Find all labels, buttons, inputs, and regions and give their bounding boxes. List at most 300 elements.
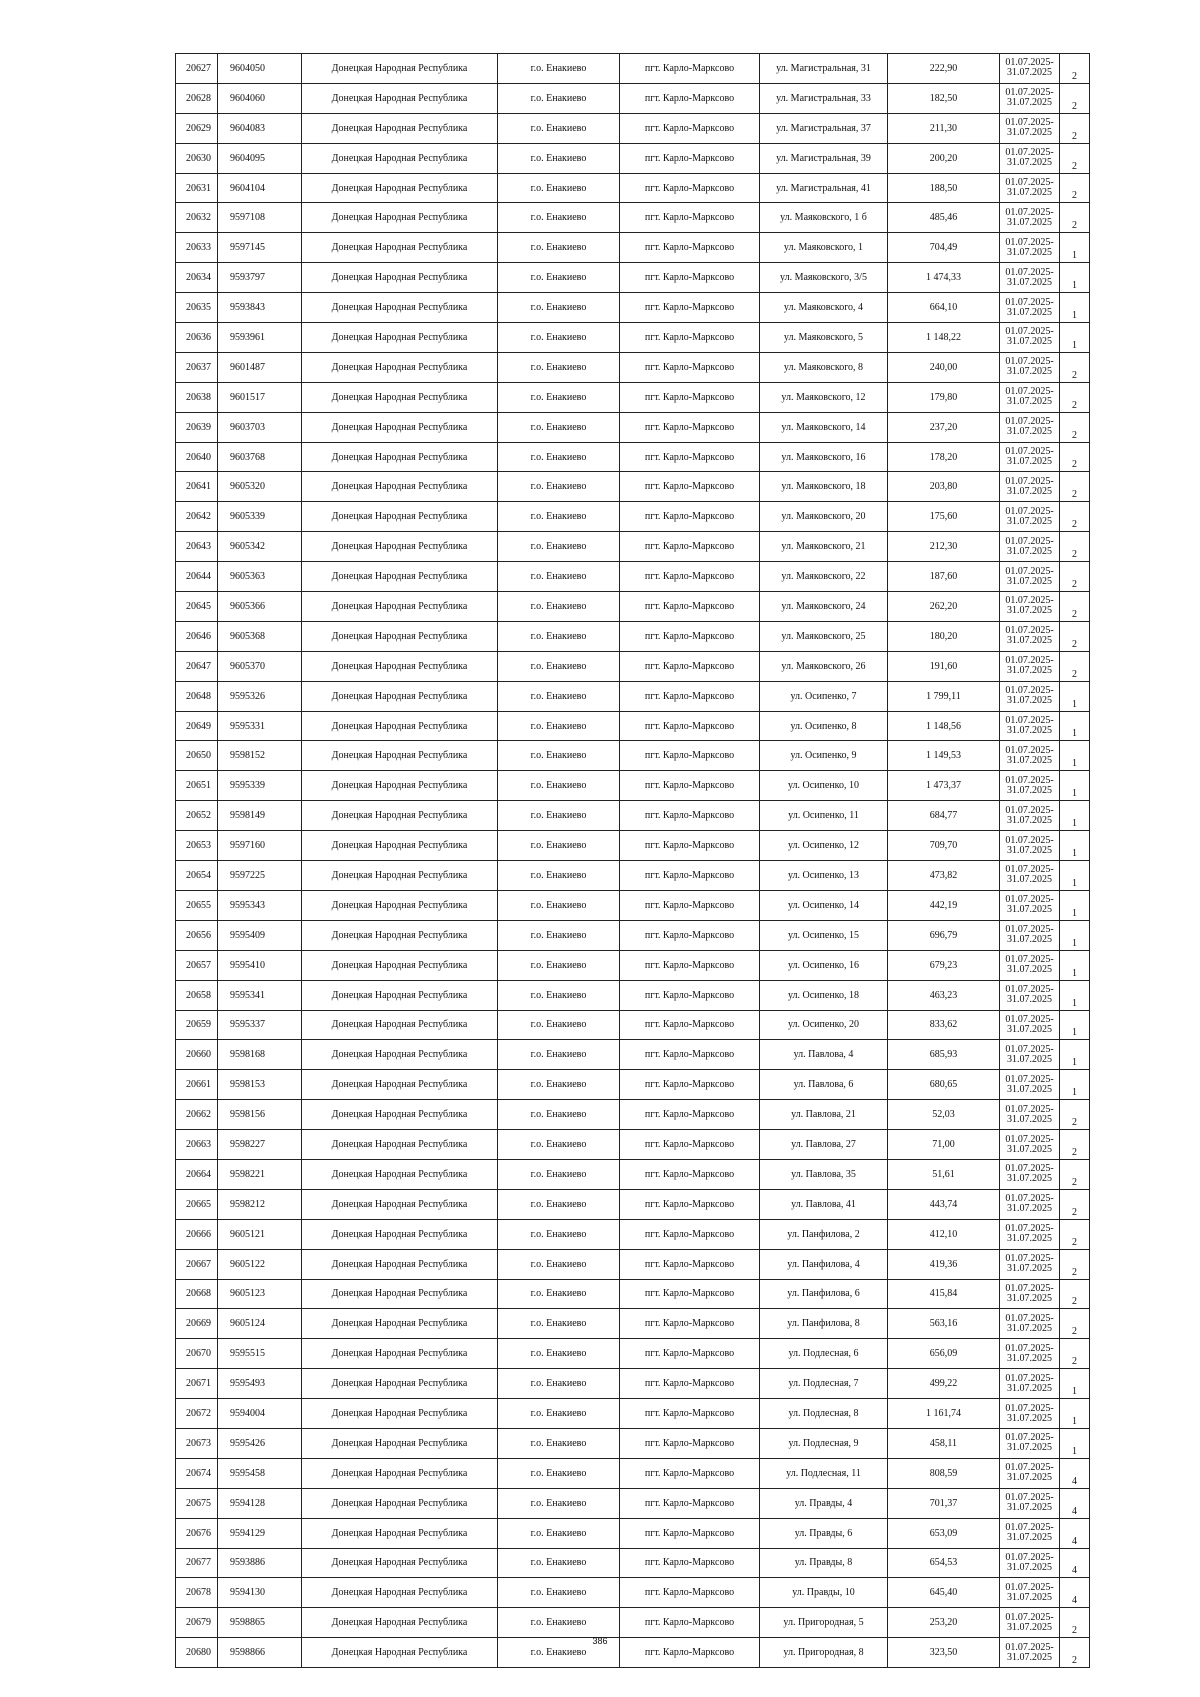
locality-cell: пгт. Карло-Марксово: [620, 263, 760, 293]
period-to: 31.07.2025: [1007, 1382, 1052, 1394]
row-number-cell: 20671: [176, 1369, 218, 1399]
period-cell: [1000, 562, 1060, 592]
period-to: 31.07.2025: [1007, 1532, 1052, 1544]
value-cell: 680,65: [888, 1070, 1000, 1100]
category-cell: 1: [1060, 681, 1090, 711]
address-cell: ул. Павлова, 4: [760, 1040, 888, 1070]
address-cell: ул. Осипенко, 10: [760, 771, 888, 801]
row-number-cell: 20663: [176, 1130, 218, 1160]
value-cell: 52,03: [888, 1100, 1000, 1130]
period-to: 31.07.2025: [1007, 1412, 1052, 1424]
period-cell: [1000, 920, 1060, 950]
period-cell: [1000, 1428, 1060, 1458]
locality-cell: пгт. Карло-Марксово: [620, 771, 760, 801]
period-to: 31.07.2025: [1007, 97, 1052, 109]
locality-cell: пгт. Карло-Марксово: [620, 861, 760, 891]
locality-cell: пгт. Карло-Марксово: [620, 920, 760, 950]
object-code-cell: 9598152: [218, 741, 302, 771]
value-cell: 485,46: [888, 203, 1000, 233]
period-cell: [1000, 54, 1060, 84]
category-cell: 2: [1060, 1249, 1090, 1279]
period-to: 31.07.2025: [1007, 695, 1052, 707]
row-number-cell: 20650: [176, 741, 218, 771]
district-cell: г.о. Енакиево: [498, 1638, 620, 1668]
object-code-cell: 9595331: [218, 711, 302, 741]
table-row: [176, 203, 1090, 233]
value-cell: 240,00: [888, 352, 1000, 382]
district-cell: г.о. Енакиево: [498, 980, 620, 1010]
row-number-cell: 20627: [176, 54, 218, 84]
value-cell: 237,20: [888, 412, 1000, 442]
category-cell: 2: [1060, 143, 1090, 173]
address-cell: ул. Осипенко, 16: [760, 950, 888, 980]
value-cell: 51,61: [888, 1159, 1000, 1189]
period-from: 01.07.2025-: [1005, 565, 1054, 577]
locality-cell: пгт. Карло-Марксово: [620, 113, 760, 143]
value-cell: 179,80: [888, 382, 1000, 412]
row-number-cell: 20629: [176, 113, 218, 143]
category-cell: 2: [1060, 203, 1090, 233]
table-row: [176, 233, 1090, 263]
period-to: 31.07.2025: [1007, 1053, 1052, 1065]
category-cell: 1: [1060, 233, 1090, 263]
table-row: [176, 592, 1090, 622]
period-cell: [1000, 980, 1060, 1010]
period-cell: [1000, 1399, 1060, 1429]
table-row: [176, 1010, 1090, 1040]
period-to: 31.07.2025: [1007, 246, 1052, 258]
table-row: [176, 1249, 1090, 1279]
region-cell: Донецкая Народная Республика: [302, 1040, 498, 1070]
locality-cell: пгт. Карло-Марксово: [620, 472, 760, 502]
table-row: [176, 1070, 1090, 1100]
district-cell: г.о. Енакиево: [498, 621, 620, 651]
table-row: [176, 293, 1090, 323]
region-cell: Донецкая Народная Республика: [302, 890, 498, 920]
table-row: [176, 920, 1090, 950]
period-cell: [1000, 1369, 1060, 1399]
period-to: 31.07.2025: [1007, 276, 1052, 288]
period-cell: [1000, 801, 1060, 831]
object-code-cell: 9595341: [218, 980, 302, 1010]
period-cell: [1000, 382, 1060, 412]
period-to: 31.07.2025: [1007, 784, 1052, 796]
object-code-cell: 9593797: [218, 263, 302, 293]
category-cell: 1: [1060, 1399, 1090, 1429]
address-cell: ул. Панфилова, 8: [760, 1309, 888, 1339]
table-row: [176, 113, 1090, 143]
value-cell: 1 474,33: [888, 263, 1000, 293]
region-cell: Донецкая Народная Республика: [302, 1010, 498, 1040]
address-cell: ул. Подлесная, 6: [760, 1339, 888, 1369]
period-cell: [1000, 741, 1060, 771]
table-row: [176, 1518, 1090, 1548]
category-cell: 2: [1060, 442, 1090, 472]
object-code-cell: 9593843: [218, 293, 302, 323]
period-cell: [1000, 1548, 1060, 1578]
locality-cell: пгт. Карло-Марксово: [620, 651, 760, 681]
district-cell: г.о. Енакиево: [498, 771, 620, 801]
region-cell: Донецкая Народная Республика: [302, 323, 498, 353]
object-code-cell: 9595409: [218, 920, 302, 950]
period-from: 01.07.2025-: [1005, 625, 1054, 637]
period-to: 31.07.2025: [1007, 725, 1052, 737]
row-number-cell: 20680: [176, 1638, 218, 1668]
row-number-cell: 20628: [176, 83, 218, 113]
table-row: [176, 1309, 1090, 1339]
table-row: [176, 1488, 1090, 1518]
row-number-cell: 20637: [176, 352, 218, 382]
period-from: 01.07.2025-: [1005, 1253, 1054, 1265]
address-cell: ул. Маяковского, 8: [760, 352, 888, 382]
period-to: 31.07.2025: [1007, 456, 1052, 468]
period-to: 31.07.2025: [1007, 1352, 1052, 1364]
region-cell: Донецкая Народная Республика: [302, 472, 498, 502]
object-code-cell: 9598153: [218, 1070, 302, 1100]
locality-cell: пгт. Карло-Марксово: [620, 442, 760, 472]
region-cell: Донецкая Народная Республика: [302, 1548, 498, 1578]
address-cell: ул. Маяковского, 1: [760, 233, 888, 263]
category-cell: 1: [1060, 1040, 1090, 1070]
value-cell: 709,70: [888, 831, 1000, 861]
region-cell: Донецкая Народная Республика: [302, 950, 498, 980]
region-cell: Донецкая Народная Республика: [302, 1100, 498, 1130]
period-cell: [1000, 592, 1060, 622]
row-number-cell: 20655: [176, 890, 218, 920]
object-code-cell: 9598227: [218, 1130, 302, 1160]
period-to: 31.07.2025: [1007, 336, 1052, 348]
period-to: 31.07.2025: [1007, 844, 1052, 856]
value-cell: 1 473,37: [888, 771, 1000, 801]
table-row: [176, 681, 1090, 711]
object-code-cell: 9605121: [218, 1219, 302, 1249]
address-cell: ул. Маяковского, 1 б: [760, 203, 888, 233]
table-row: [176, 54, 1090, 84]
locality-cell: пгт. Карло-Марксово: [620, 382, 760, 412]
address-cell: ул. Подлесная, 8: [760, 1399, 888, 1429]
object-code-cell: 9598221: [218, 1159, 302, 1189]
object-code-cell: 9595343: [218, 890, 302, 920]
category-cell: 1: [1060, 1010, 1090, 1040]
period-to: 31.07.2025: [1007, 575, 1052, 587]
value-cell: 412,10: [888, 1219, 1000, 1249]
table-row: [176, 1159, 1090, 1189]
table-row: [176, 980, 1090, 1010]
region-cell: Донецкая Народная Республика: [302, 621, 498, 651]
row-number-cell: 20639: [176, 412, 218, 442]
locality-cell: пгт. Карло-Марксово: [620, 352, 760, 382]
table-row: [176, 1608, 1090, 1638]
value-cell: 1 161,74: [888, 1399, 1000, 1429]
district-cell: г.о. Енакиево: [498, 681, 620, 711]
region-cell: Донецкая Народная Республика: [302, 382, 498, 412]
locality-cell: пгт. Карло-Марксово: [620, 1339, 760, 1369]
district-cell: г.о. Енакиево: [498, 532, 620, 562]
period-to: 31.07.2025: [1007, 934, 1052, 946]
locality-cell: пгт. Карло-Марксово: [620, 1070, 760, 1100]
category-cell: 2: [1060, 592, 1090, 622]
value-cell: 443,74: [888, 1189, 1000, 1219]
row-number-cell: 20632: [176, 203, 218, 233]
region-cell: Донецкая Народная Республика: [302, 592, 498, 622]
category-cell: 2: [1060, 382, 1090, 412]
value-cell: 463,23: [888, 980, 1000, 1010]
region-cell: Донецкая Народная Республика: [302, 1638, 498, 1668]
table-row: [176, 890, 1090, 920]
value-cell: 563,16: [888, 1309, 1000, 1339]
category-cell: 1: [1060, 711, 1090, 741]
category-cell: 1: [1060, 980, 1090, 1010]
table-row: [176, 1339, 1090, 1369]
period-from: 01.07.2025-: [1005, 446, 1054, 458]
region-cell: Донецкая Народная Республика: [302, 651, 498, 681]
period-cell: [1000, 1309, 1060, 1339]
table-row: [176, 861, 1090, 891]
value-cell: 211,30: [888, 113, 1000, 143]
category-cell: 1: [1060, 1070, 1090, 1100]
value-cell: 71,00: [888, 1130, 1000, 1160]
period-from: 01.07.2025-: [1005, 1611, 1054, 1623]
period-from: 01.07.2025-: [1005, 655, 1054, 667]
value-cell: 1 149,53: [888, 741, 1000, 771]
period-to: 31.07.2025: [1007, 964, 1052, 976]
locality-cell: пгт. Карло-Марксово: [620, 203, 760, 233]
period-cell: [1000, 233, 1060, 263]
address-cell: ул. Осипенко, 18: [760, 980, 888, 1010]
district-cell: г.о. Енакиево: [498, 233, 620, 263]
address-cell: ул. Правды, 10: [760, 1578, 888, 1608]
period-cell: [1000, 1070, 1060, 1100]
period-to: 31.07.2025: [1007, 605, 1052, 617]
locality-cell: пгт. Карло-Марксово: [620, 890, 760, 920]
district-cell: г.о. Енакиево: [498, 382, 620, 412]
table-row: [176, 83, 1090, 113]
district-cell: г.о. Енакиево: [498, 1369, 620, 1399]
period-from: 01.07.2025-: [1005, 1312, 1054, 1324]
object-code-cell: 9598866: [218, 1638, 302, 1668]
period-from: 01.07.2025-: [1005, 206, 1054, 218]
region-cell: Донецкая Народная Республика: [302, 1130, 498, 1160]
row-number-cell: 20672: [176, 1399, 218, 1429]
row-number-cell: 20648: [176, 681, 218, 711]
period-to: 31.07.2025: [1007, 485, 1052, 497]
locality-cell: пгт. Карло-Марксово: [620, 143, 760, 173]
category-cell: 1: [1060, 741, 1090, 771]
period-to: 31.07.2025: [1007, 396, 1052, 408]
period-to: 31.07.2025: [1007, 874, 1052, 886]
period-from: 01.07.2025-: [1005, 266, 1054, 278]
table-row: [176, 831, 1090, 861]
locality-cell: пгт. Карло-Марксово: [620, 950, 760, 980]
row-number-cell: 20654: [176, 861, 218, 891]
district-cell: г.о. Енакиево: [498, 442, 620, 472]
district-cell: г.о. Енакиево: [498, 1130, 620, 1160]
period-from: 01.07.2025-: [1005, 117, 1054, 129]
period-from: 01.07.2025-: [1005, 954, 1054, 966]
category-cell: 4: [1060, 1458, 1090, 1488]
object-code-cell: 9594130: [218, 1578, 302, 1608]
object-code-cell: 9605370: [218, 651, 302, 681]
value-cell: 178,20: [888, 442, 1000, 472]
object-code-cell: 9598212: [218, 1189, 302, 1219]
locality-cell: пгт. Карло-Марксово: [620, 1488, 760, 1518]
period-to: 31.07.2025: [1007, 515, 1052, 527]
period-from: 01.07.2025-: [1005, 894, 1054, 906]
period-to: 31.07.2025: [1007, 1292, 1052, 1304]
object-code-cell: 9605339: [218, 502, 302, 532]
period-cell: [1000, 1219, 1060, 1249]
table-row: [176, 1399, 1090, 1429]
locality-cell: пгт. Карло-Марксово: [620, 621, 760, 651]
value-cell: 685,93: [888, 1040, 1000, 1070]
table-row: [176, 532, 1090, 562]
value-cell: 701,37: [888, 1488, 1000, 1518]
locality-cell: пгт. Карло-Марксово: [620, 293, 760, 323]
period-cell: [1000, 621, 1060, 651]
district-cell: г.о. Енакиево: [498, 1488, 620, 1518]
district-cell: г.о. Енакиево: [498, 1219, 620, 1249]
row-number-cell: 20662: [176, 1100, 218, 1130]
address-cell: ул. Маяковского, 18: [760, 472, 888, 502]
category-cell: 2: [1060, 54, 1090, 84]
table-row: [176, 771, 1090, 801]
period-to: 31.07.2025: [1007, 157, 1052, 169]
period-from: 01.07.2025-: [1005, 1372, 1054, 1384]
table-body: [176, 54, 1090, 1668]
locality-cell: пгт. Карло-Марксово: [620, 1249, 760, 1279]
address-cell: ул. Маяковского, 3/5: [760, 263, 888, 293]
period-from: 01.07.2025-: [1005, 1432, 1054, 1444]
value-cell: 684,77: [888, 801, 1000, 831]
region-cell: Донецкая Народная Республика: [302, 1578, 498, 1608]
period-from: 01.07.2025-: [1005, 57, 1054, 69]
locality-cell: пгт. Карло-Марксово: [620, 1010, 760, 1040]
value-cell: 1 148,22: [888, 323, 1000, 353]
period-to: 31.07.2025: [1007, 1203, 1052, 1215]
period-to: 31.07.2025: [1007, 1023, 1052, 1035]
region-cell: Донецкая Народная Республика: [302, 771, 498, 801]
period-to: 31.07.2025: [1007, 1263, 1052, 1275]
row-number-cell: 20660: [176, 1040, 218, 1070]
category-cell: 1: [1060, 801, 1090, 831]
locality-cell: пгт. Карло-Марксово: [620, 980, 760, 1010]
region-cell: Донецкая Народная Республика: [302, 143, 498, 173]
period-from: 01.07.2025-: [1005, 1103, 1054, 1115]
region-cell: Донецкая Народная Республика: [302, 54, 498, 84]
object-code-cell: 9605320: [218, 472, 302, 502]
locality-cell: пгт. Карло-Марксово: [620, 1458, 760, 1488]
district-cell: г.о. Енакиево: [498, 502, 620, 532]
address-cell: ул. Панфилова, 6: [760, 1279, 888, 1309]
value-cell: 664,10: [888, 293, 1000, 323]
region-cell: Донецкая Народная Республика: [302, 352, 498, 382]
period-cell: [1000, 1488, 1060, 1518]
period-cell: [1000, 831, 1060, 861]
table-row: [176, 382, 1090, 412]
locality-cell: пгт. Карло-Марксово: [620, 1638, 760, 1668]
region-cell: Донецкая Народная Республика: [302, 83, 498, 113]
table-row: [176, 352, 1090, 382]
region-cell: Донецкая Народная Республика: [302, 1458, 498, 1488]
table-row: [176, 801, 1090, 831]
district-cell: г.о. Енакиево: [498, 1010, 620, 1040]
row-number-cell: 20670: [176, 1339, 218, 1369]
district-cell: г.о. Енакиево: [498, 861, 620, 891]
table-row: [176, 472, 1090, 502]
value-cell: 175,60: [888, 502, 1000, 532]
category-cell: 2: [1060, 1638, 1090, 1668]
region-cell: Донецкая Народная Республика: [302, 412, 498, 442]
period-cell: [1000, 711, 1060, 741]
object-code-cell: 9603703: [218, 412, 302, 442]
object-code-cell: 9593886: [218, 1548, 302, 1578]
row-number-cell: 20674: [176, 1458, 218, 1488]
district-cell: г.о. Енакиево: [498, 1189, 620, 1219]
district-cell: г.о. Енакиево: [498, 831, 620, 861]
object-code-cell: 9598149: [218, 801, 302, 831]
value-cell: 808,59: [888, 1458, 1000, 1488]
value-cell: 200,20: [888, 143, 1000, 173]
value-cell: 645,40: [888, 1578, 1000, 1608]
table-row: [176, 1578, 1090, 1608]
period-cell: [1000, 412, 1060, 442]
region-cell: Донецкая Народная Республика: [302, 711, 498, 741]
address-cell: ул. Пригородная, 8: [760, 1638, 888, 1668]
period-cell: [1000, 203, 1060, 233]
address-cell: ул. Подлесная, 9: [760, 1428, 888, 1458]
locality-cell: пгт. Карло-Марксово: [620, 323, 760, 353]
object-code-cell: 9595410: [218, 950, 302, 980]
category-cell: 2: [1060, 83, 1090, 113]
district-cell: г.о. Енакиево: [498, 1608, 620, 1638]
period-to: 31.07.2025: [1007, 306, 1052, 318]
category-cell: 1: [1060, 831, 1090, 861]
object-code-cell: 9605124: [218, 1309, 302, 1339]
table-row: [176, 143, 1090, 173]
value-cell: 704,49: [888, 233, 1000, 263]
object-code-cell: 9604083: [218, 113, 302, 143]
value-cell: 180,20: [888, 621, 1000, 651]
object-code-cell: 9604104: [218, 173, 302, 203]
locality-cell: пгт. Карло-Марксово: [620, 54, 760, 84]
period-to: 31.07.2025: [1007, 1561, 1052, 1573]
locality-cell: пгт. Карло-Марксово: [620, 1219, 760, 1249]
region-cell: Донецкая Народная Республика: [302, 1279, 498, 1309]
period-to: 31.07.2025: [1007, 426, 1052, 438]
row-number-cell: 20651: [176, 771, 218, 801]
region-cell: Донецкая Народная Республика: [302, 1488, 498, 1518]
address-cell: ул. Осипенко, 12: [760, 831, 888, 861]
district-cell: г.о. Енакиево: [498, 173, 620, 203]
category-cell: 2: [1060, 173, 1090, 203]
value-cell: 442,19: [888, 890, 1000, 920]
row-number-cell: 20646: [176, 621, 218, 651]
region-cell: Донецкая Народная Республика: [302, 920, 498, 950]
district-cell: г.о. Енакиево: [498, 263, 620, 293]
locality-cell: пгт. Карло-Марксово: [620, 1578, 760, 1608]
period-cell: [1000, 83, 1060, 113]
district-cell: г.о. Енакиево: [498, 1159, 620, 1189]
region-cell: Донецкая Народная Республика: [302, 1608, 498, 1638]
value-cell: 696,79: [888, 920, 1000, 950]
district-cell: г.о. Енакиево: [498, 801, 620, 831]
category-cell: 1: [1060, 1428, 1090, 1458]
district-cell: г.о. Енакиево: [498, 83, 620, 113]
locality-cell: пгт. Карло-Марксово: [620, 532, 760, 562]
period-to: 31.07.2025: [1007, 127, 1052, 139]
category-cell: 1: [1060, 293, 1090, 323]
row-number-cell: 20640: [176, 442, 218, 472]
